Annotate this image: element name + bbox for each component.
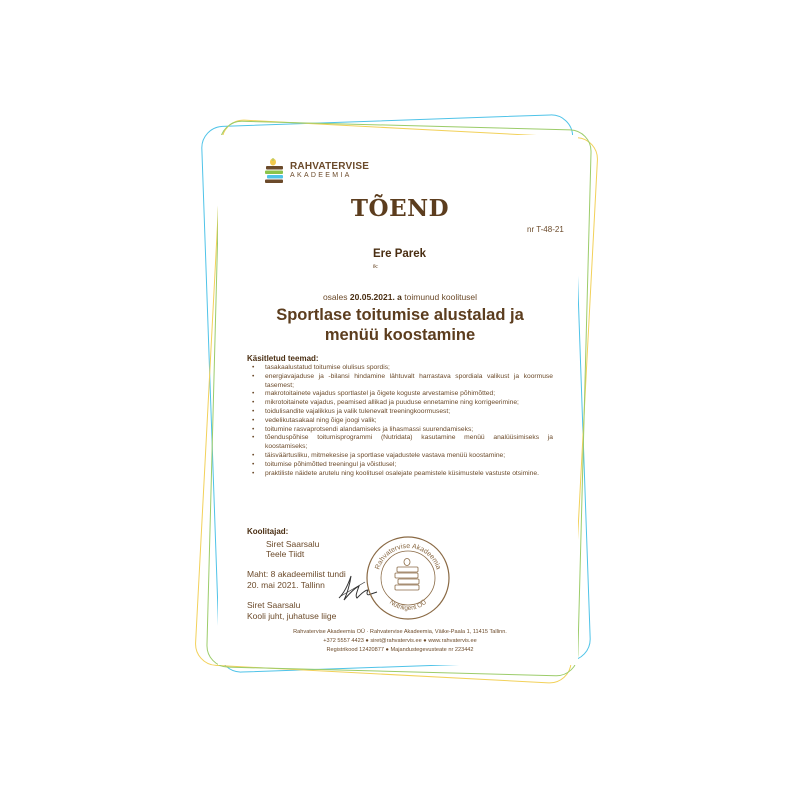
signer-role: Kooli juht, juhatuse liige bbox=[247, 611, 337, 621]
topics-list bbox=[247, 364, 553, 478]
attendance-line bbox=[0, 292, 800, 302]
logo-name: RAHVATERVISE bbox=[290, 161, 370, 172]
trainer-name: Siret Saarsalu bbox=[266, 539, 320, 549]
logo bbox=[262, 158, 369, 184]
topic-item: • vedelikutasakaal ning õige joogi valik; bbox=[247, 417, 553, 426]
attendance-prefix: osales bbox=[322, 292, 348, 302]
signer-name: Siret Saarsalu bbox=[247, 600, 301, 610]
footer-contacts: +372 5557 4423 ● siret@rahvatervis.ee ● www.rahvatervis.ee bbox=[323, 638, 477, 644]
stamp-books-icon bbox=[395, 559, 419, 591]
topic-item: • toidulisandite vajalikkus ja valik tulenevalt treeningkoormusest; bbox=[247, 408, 553, 417]
certificate-title: TÕEND bbox=[350, 195, 450, 222]
logo-subname: AKADEEMIA bbox=[290, 172, 352, 179]
topics-heading: Käsitletud teemad: bbox=[247, 354, 319, 363]
topic-item: • toitumise põhimõtted treeningul ja võistlusel; bbox=[247, 461, 553, 470]
place-date: 20. mai 2021. Tallinn bbox=[247, 580, 325, 590]
footer-address: Rahvatervise Akadeemia OÜ · Rahvatervise Akadeemia, Väike-Paala 1, 11415 Tallinn. bbox=[293, 629, 507, 635]
attendance-suffix: toimunud koolitusel bbox=[404, 292, 478, 302]
course-title: Sportlase toitumise alustalad ja menüü koostamine bbox=[276, 306, 524, 344]
course-details bbox=[247, 569, 346, 591]
company-stamp bbox=[365, 535, 451, 621]
signer-block bbox=[247, 600, 336, 622]
topic-item: • tõenduspõhise toitumisprogrammi (Nutridata) kasutamine menüü analüüsimiseks ja koostamiseks; bbox=[247, 434, 553, 452]
footer-registry: Registrikood 12420877 ● Majandustegevusteate nr 223442 bbox=[326, 647, 474, 653]
trainer-name: Teele Tiidt bbox=[266, 549, 305, 559]
recipient-id-code: ik: bbox=[373, 264, 379, 270]
logo-books-icon bbox=[262, 158, 286, 184]
course-volume: Maht: 8 akadeemilist tundi bbox=[247, 569, 346, 579]
topic-item: • energiavajaduse ja -bilansi hindamine lähtuvalt harrastava spordiala valikust ja koormuse tasemest; bbox=[247, 373, 553, 391]
topic-item: • täisväärtusliku, mitmekesise ja sportlase vajadustele vastava menüü koostamine; bbox=[247, 452, 553, 461]
reference-number: nr T-48-21 bbox=[527, 225, 564, 234]
footer bbox=[0, 628, 800, 655]
topic-item: • makrotoitainete vajadus sportlastel ja õigete koguste arvestamise põhimõtted; bbox=[247, 390, 553, 399]
svg-text:Rahvatervise Akadeemia bbox=[374, 543, 441, 571]
trainers-heading: Koolitajad: bbox=[247, 527, 289, 536]
stamp-top-text: Rahvatervise Akadeemia bbox=[374, 542, 442, 571]
topic-item: • toitumine rasvaprotsendi alandamiseks ja lihasmassi suurendamiseks; bbox=[247, 426, 553, 435]
attendance-date: 20.05.2021. a bbox=[349, 292, 402, 302]
stamp-bottom-text: Nutriligent OÜ bbox=[388, 598, 428, 613]
topic-item: • praktiliste näidete arutelu ning koolitusel osalejate peamistele küsimustele vastuste otsimine. bbox=[247, 470, 553, 479]
topic-item: • mikrotoitainete vajadus, peamised allikad ja puuduse ennetamine ning korrigeerimine; bbox=[247, 399, 553, 408]
topic-item: • tasakaalustatud toitumise olulisus spordis; bbox=[247, 364, 553, 373]
recipient-name: Ere Parek bbox=[373, 248, 427, 260]
